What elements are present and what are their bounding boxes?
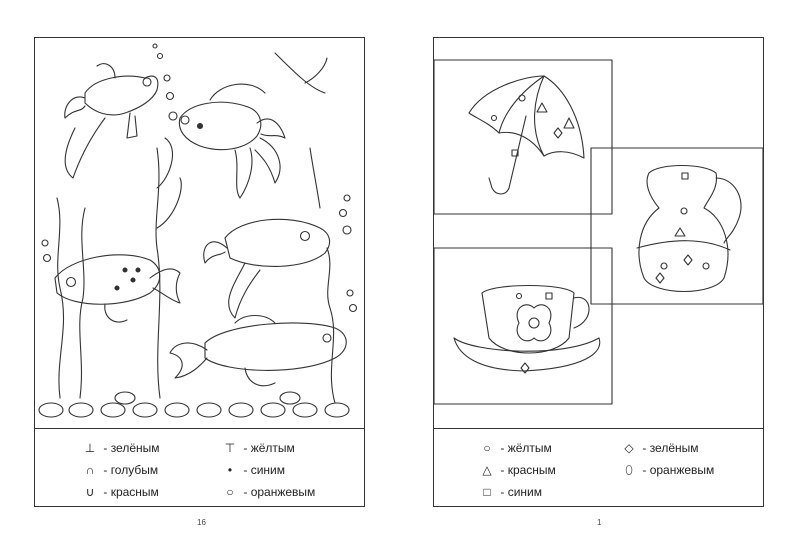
color-name: красным — [507, 463, 556, 477]
symbol-icon: • — [227, 463, 233, 477]
aquarium-illustration — [35, 38, 364, 428]
fish-middle-right — [204, 219, 330, 318]
symbol-icon: ○ — [483, 441, 491, 455]
color-name: зелёным — [649, 441, 699, 455]
legend-item: △ - красным — [480, 463, 556, 477]
right-page — [433, 37, 764, 507]
umbrella-drawing — [469, 76, 584, 194]
legend-item: ⊤ - жёлтым — [224, 441, 295, 455]
symbol-icon: □ — [483, 485, 491, 499]
goldfish-top-right — [179, 84, 285, 198]
symbol-icon: ∪ — [85, 485, 95, 499]
color-name: оранжевым — [250, 485, 316, 499]
symbol-icon: ⬯ — [625, 463, 633, 477]
legend-item: • - синим — [223, 463, 285, 477]
pebbles — [39, 392, 349, 417]
fish-bottom — [170, 316, 346, 386]
objects-illustration — [434, 38, 763, 428]
color-name: синим — [507, 485, 542, 499]
seaweed-right — [327, 248, 335, 403]
symbol-icon: △ — [482, 463, 492, 477]
fish-middle-left — [55, 255, 180, 322]
legend-item: ∪ - красным — [83, 485, 159, 499]
legend-item: ○ - оранжевым — [223, 485, 315, 499]
jug-drawing — [637, 166, 741, 292]
color-name: оранжевым — [649, 463, 715, 477]
legend-left — [35, 428, 364, 508]
legend-item: ⊥ - зелёным — [84, 441, 160, 455]
legend-item: □ - синим — [480, 485, 542, 499]
legend-right — [434, 428, 763, 508]
color-name: жёлтым — [250, 441, 295, 455]
page-number-right: 1 — [597, 518, 602, 527]
color-name: жёлтым — [507, 441, 552, 455]
legend-item: ○ - жёлтым — [480, 441, 552, 455]
cup-drawing — [454, 286, 600, 374]
color-name: голубым — [110, 463, 159, 477]
symbol-icon: ◇ — [624, 441, 634, 455]
cup-panel — [434, 248, 612, 404]
left-page — [34, 37, 365, 507]
legend-item: ∩ - голубым — [83, 463, 158, 477]
goldfish-top-left — [65, 64, 158, 178]
color-name: красным — [110, 485, 159, 499]
symbol-icon: ⊥ — [84, 441, 96, 455]
legend-item: ⬯ - оранжевым — [622, 463, 714, 477]
legend-item: ◇ - зелёным — [622, 441, 699, 455]
jug-panel — [591, 148, 763, 304]
page-number-left: 16 — [197, 518, 206, 527]
branch-right — [310, 148, 320, 208]
seaweed-left — [57, 198, 64, 398]
color-name: синим — [250, 463, 285, 477]
symbol-icon: ⊤ — [224, 441, 236, 455]
branch-top-right — [275, 53, 325, 93]
symbol-icon: ○ — [226, 485, 234, 499]
symbol-icon: ∩ — [85, 463, 95, 477]
color-name: зелёным — [110, 441, 160, 455]
